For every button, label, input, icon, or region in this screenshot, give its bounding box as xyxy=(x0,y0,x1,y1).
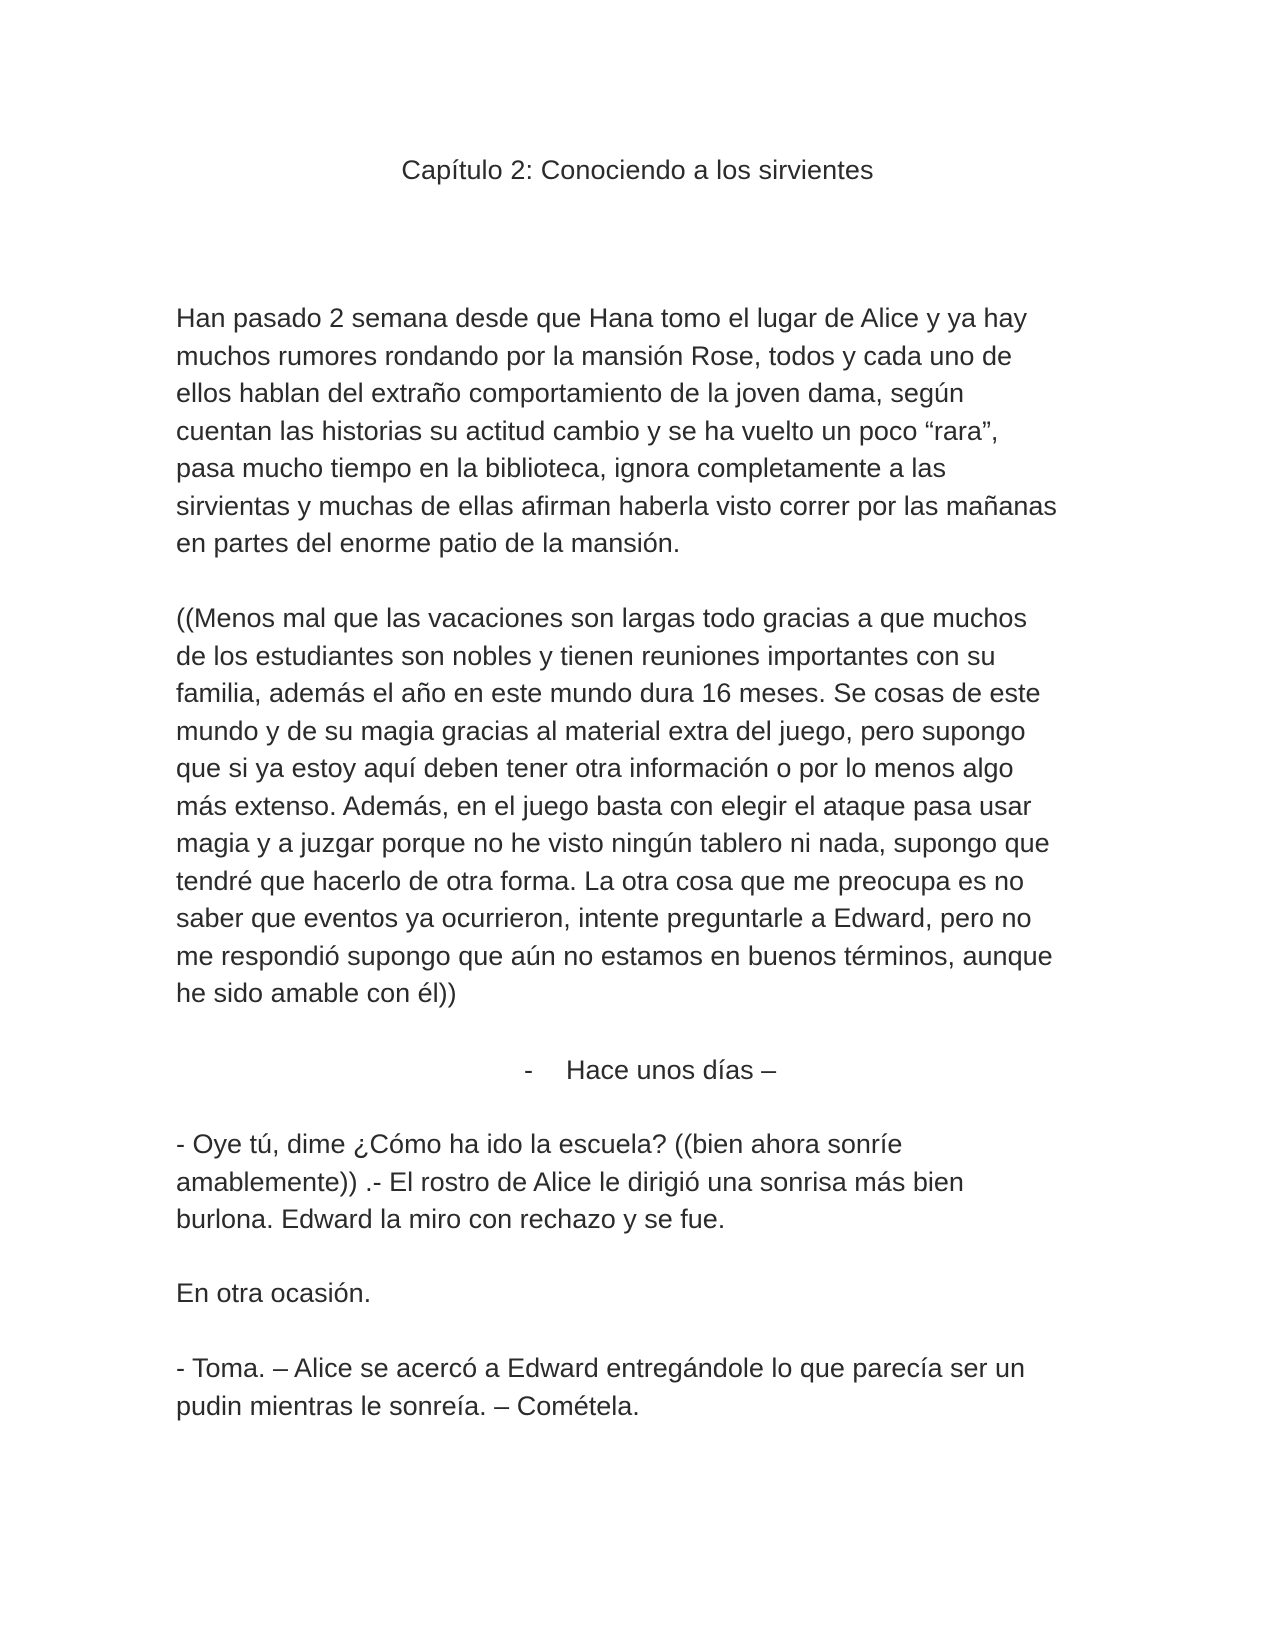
text-line: pudin mientras le sonreía. – Cométela. xyxy=(176,1390,640,1421)
scene-break-dash: - xyxy=(524,1055,533,1085)
scene-break-text: Hace unos días – xyxy=(566,1055,777,1085)
text-line: - Toma. – Alice se acercó a Edward entregándole lo que parecía ser un xyxy=(176,1353,1026,1383)
text-line: - Oye tú, dime ¿Cómo ha ido la escuela? ((bien ahora sonríe xyxy=(176,1129,903,1159)
chapter-title: Capítulo 2: Conociendo a los sirvientes xyxy=(401,155,874,185)
text-line: ellos hablan del extraño comportamiento de la joven dama, según xyxy=(176,378,964,408)
paragraph-another-occasion xyxy=(176,1275,1106,1313)
text-line: en partes del enorme patio de la mansión. xyxy=(176,528,681,558)
text-line: amablemente)) .- El rostro de Alice le dirigió una sonrisa más bien xyxy=(176,1166,964,1197)
text-line: En otra ocasión. xyxy=(176,1278,372,1308)
text-line: sirvientas y muchas de ellas afirman haberla visto correr por las mañanas xyxy=(176,490,1057,521)
text-line: he sido amable con él)) xyxy=(176,978,457,1008)
paragraph-dialogue-school xyxy=(176,1126,1106,1239)
paragraph-inner-thoughts xyxy=(176,600,1106,1013)
text-line: magia y a juzgar porque no he visto ningún tablero ni nada, supongo que xyxy=(176,828,1050,858)
scene-break xyxy=(524,1052,776,1088)
paragraph-dialogue-pudding xyxy=(176,1350,1106,1425)
text-line: ((Menos mal que las vacaciones son largas todo gracias a que muchos xyxy=(176,603,1027,633)
text-line: Han pasado 2 semana desde que Hana tomo el lugar de Alice y ya hay xyxy=(176,303,1028,333)
text-line: pasa mucho tiempo en la biblioteca, ignora completamente a las xyxy=(176,453,946,483)
text-line: mundo y de su magia gracias al material extra del juego, pero supongo xyxy=(176,715,1026,746)
text-line: burlona. Edward la miro con rechazo y se fue. xyxy=(176,1204,726,1234)
text-line: de los estudiantes son nobles y tienen reuniones importantes con su xyxy=(176,640,996,671)
text-line: muchos rumores rondando por la mansión Rose, todos y cada uno de xyxy=(176,340,1012,371)
text-line: me respondió supongo que aún no estamos en buenos términos, aunque xyxy=(176,940,1053,971)
text-line: que si ya estoy aquí deben tener otra información o por lo menos algo xyxy=(176,753,1014,783)
text-line: tendré que hacerlo de otra forma. La otra cosa que me preocupa es no xyxy=(176,865,1025,896)
text-line: más extenso. Además, en el juego basta con elegir el ataque pasa usar xyxy=(176,790,1032,821)
text-line: cuentan las historias su actitud cambio y se ha vuelto un poco “rara”, xyxy=(176,415,999,446)
text-line: saber que eventos ya ocurrieron, intente preguntarle a Edward, pero no xyxy=(176,903,1032,933)
paragraph-intro xyxy=(176,300,1106,563)
text-line: familia, además el año en este mundo dura 16 meses. Se cosas de este xyxy=(176,678,1041,708)
